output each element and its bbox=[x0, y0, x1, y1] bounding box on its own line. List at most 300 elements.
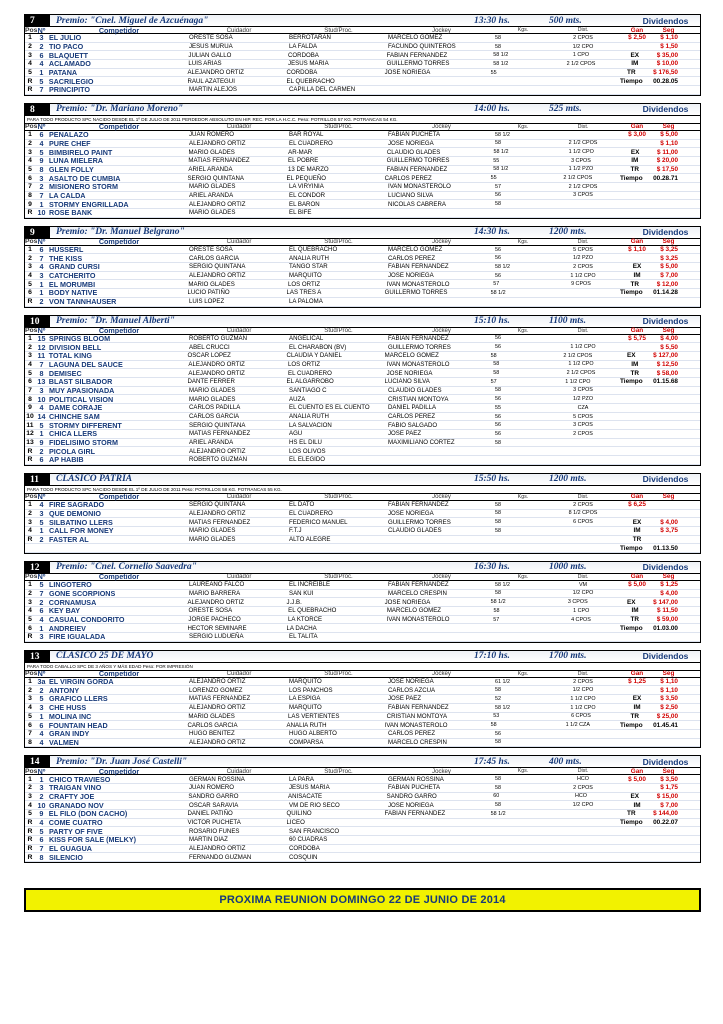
cell-gan: TR bbox=[630, 616, 640, 624]
cell-joc: LUCIANO SILVA bbox=[384, 378, 430, 386]
race-number: 11 bbox=[25, 474, 50, 485]
cell-stud: EL CUADRERO bbox=[289, 139, 333, 147]
cell-gan: $ 6,25 bbox=[628, 501, 646, 509]
cell-no: 1 bbox=[39, 68, 44, 78]
cell-dist: 1 1/2 CPO bbox=[570, 695, 596, 702]
cell-no: 4 bbox=[39, 615, 44, 625]
cell-stud: CORDOBA bbox=[286, 69, 318, 77]
cell-gan: $ 1,25 bbox=[628, 678, 646, 686]
cell-stud: MARQUITO bbox=[289, 704, 322, 712]
cell-no: 5 bbox=[39, 517, 44, 527]
cell-kgs: 58 bbox=[495, 784, 501, 791]
cell-comp: EL FILO (DON CACHO) bbox=[48, 809, 128, 819]
cell-no: 1 bbox=[39, 774, 44, 784]
cell-dist: 2 1/2 CPOS bbox=[566, 60, 596, 67]
cell-stud: CAPILLA DEL CARMEN bbox=[289, 86, 356, 94]
col-header-cuid: Cuidador bbox=[226, 26, 252, 34]
cell-pos: 4 bbox=[28, 360, 32, 368]
cell-no: 1 bbox=[39, 429, 44, 439]
cell-stud: EL TALITA bbox=[289, 633, 318, 641]
cell-dist: 2 CPOS bbox=[573, 501, 593, 508]
cell-comp: ASALTO DE CUMBIA bbox=[48, 173, 121, 183]
cell-cuid: ABEL CRUCCI bbox=[189, 343, 230, 351]
cell-kgs: 58 bbox=[495, 590, 501, 597]
cell-gan: Tiempo bbox=[620, 174, 643, 182]
cell-seg: $ 58,00 bbox=[656, 369, 679, 377]
col-header-no: Nº bbox=[37, 25, 46, 35]
cell-no: 6 bbox=[39, 245, 44, 255]
cell-joc: JOSE NORIEGA bbox=[388, 801, 434, 809]
cell-stud: EL ELEGIDO bbox=[289, 456, 326, 464]
cell-pos: R bbox=[27, 298, 33, 306]
cell-kgs: 58 bbox=[495, 802, 501, 809]
cell-comp: PURE CHEF bbox=[49, 138, 91, 148]
result-row bbox=[25, 739, 700, 748]
cell-seg: $ 1,10 bbox=[660, 139, 678, 147]
cell-kgs: 58 1/2 bbox=[490, 810, 506, 817]
cell-seg: $ 10,00 bbox=[656, 60, 679, 68]
cell-pos: 5 bbox=[28, 369, 32, 377]
cell-stud: CORDOBA bbox=[288, 51, 319, 59]
cell-gan: IM bbox=[633, 801, 641, 809]
cell-joc: JOSE NORIEGA bbox=[386, 369, 433, 377]
cell-comp: PARTY OF FIVE bbox=[49, 826, 103, 836]
cell-stud: CLAUDIA Y DANIEL bbox=[286, 352, 342, 360]
cell-comp: FOUNTAIN HEAD bbox=[48, 720, 108, 730]
cell-dist: 1 1/2 CPO bbox=[570, 344, 596, 351]
cell-comp: CATCHERITO bbox=[49, 271, 96, 281]
cell-no: 3 bbox=[39, 33, 44, 43]
cell-kgs: 56 bbox=[495, 730, 501, 737]
cell-joc: CARLOS PEREZ bbox=[388, 413, 436, 421]
cell-gan: $ 5,00 bbox=[628, 775, 646, 783]
cell-no: 9 bbox=[39, 438, 44, 448]
cell-comp: SILENCIO bbox=[49, 852, 83, 862]
cell-joc: CRISTIAN MONTOYA bbox=[388, 395, 449, 403]
cell-joc: CARLOS PEREZ bbox=[388, 254, 436, 262]
cell-stud: LA FALDA bbox=[289, 43, 318, 51]
cell-pos: R bbox=[27, 827, 33, 835]
cell-comp: KISS FOR SALE (MELKY) bbox=[49, 835, 137, 845]
col-header-dist: Dist. bbox=[577, 238, 589, 245]
cell-gan: Tiempo bbox=[620, 77, 643, 85]
cell-pos: 3 bbox=[28, 518, 32, 526]
race-distance: 1000 mts. bbox=[549, 562, 587, 573]
cell-gan: $ 3,00 bbox=[628, 131, 646, 139]
cell-comp: CRAFTY JOE bbox=[48, 791, 95, 801]
col-header-gan: Gan bbox=[630, 573, 644, 581]
race-time: 17:10 hs. bbox=[474, 651, 510, 662]
cell-seg: $ 5,00 bbox=[660, 131, 678, 139]
race-number: 8 bbox=[25, 104, 50, 115]
race-conditions: PARA TODO CABALLO SPC DE 3 AÑOS Y MÁS EDAD Peso: POR IMPRESIÓN bbox=[25, 663, 700, 671]
cell-joc: CARLOS PEREZ bbox=[384, 174, 432, 182]
cell-pos: R bbox=[27, 77, 33, 85]
cell-comp: PRINCIPITO bbox=[49, 85, 91, 95]
cell-cuid: MARIO GLADES bbox=[189, 527, 236, 535]
cell-stud: LOS ORTIZ bbox=[288, 280, 321, 288]
cell-pos: 4 bbox=[28, 607, 32, 615]
cell-stud: TANGO STAR bbox=[289, 263, 328, 271]
cell-cuid: SERGIO QUINTANA bbox=[189, 263, 246, 271]
cell-dist: 2 CPOS bbox=[573, 263, 593, 270]
cell-dist: 6 CPOS bbox=[573, 519, 593, 526]
cell-stud: EL CUENTO ES EL CUENTO bbox=[289, 404, 370, 412]
cell-cuid: DANTE FERRER bbox=[187, 378, 235, 386]
result-row bbox=[25, 544, 700, 553]
cell-joc: CRISTIAN MONTOYA bbox=[386, 712, 448, 720]
cell-stud: BERROTARAN bbox=[289, 34, 331, 42]
cell-cuid: ALEJANDRO ORTIZ bbox=[189, 447, 246, 455]
cell-comp: LUNA MIELERA bbox=[48, 156, 103, 166]
cell-dist: VM bbox=[578, 581, 588, 588]
cell-pos: 3 bbox=[28, 792, 32, 800]
cell-kgs: 57 bbox=[490, 378, 497, 385]
cell-cuid: ALEJANDRO ORTIZ bbox=[189, 678, 246, 686]
cell-stud: SAN FRANCISCO bbox=[289, 827, 340, 835]
cell-kgs: 56 bbox=[495, 422, 501, 429]
cell-no: 7 bbox=[39, 588, 44, 598]
col-header-cuid: Cuidador bbox=[226, 493, 252, 501]
cell-kgs: 58 bbox=[495, 387, 501, 394]
col-header-gan: Gan bbox=[630, 26, 644, 34]
cell-dist: HCO bbox=[574, 793, 587, 800]
cell-stud: EL PEQUEÑO bbox=[286, 174, 326, 182]
col-header-dist: Dist. bbox=[577, 123, 589, 130]
cell-dist: 2 CPOS bbox=[573, 678, 593, 685]
cell-seg: $ 12,00 bbox=[656, 280, 679, 288]
cell-comp: EL VIRGIN GORDA bbox=[49, 677, 114, 687]
cell-no: 5 bbox=[39, 147, 44, 157]
cell-kgs: 58 bbox=[495, 501, 501, 508]
cell-pos: R bbox=[27, 447, 33, 455]
col-header-comp: Competidor bbox=[98, 572, 140, 582]
cell-joc: FABIAN PUCHETA bbox=[388, 131, 441, 139]
cell-no: 4 bbox=[39, 500, 44, 510]
cell-joc: CLAUDIO GLADES bbox=[388, 386, 442, 394]
cell-comp: COME CUATRO bbox=[48, 818, 103, 828]
col-header-kgs: Kgs. bbox=[517, 493, 529, 500]
cell-seg: $ 3,25 bbox=[660, 254, 678, 262]
col-header-seg: Seg bbox=[662, 26, 675, 34]
col-header-gan: Gan bbox=[630, 493, 644, 501]
col-header-seg: Seg bbox=[662, 238, 675, 246]
cell-stud: 60 CUADRAS bbox=[289, 836, 328, 844]
cell-comp: BIMBIRELO PAINT bbox=[48, 147, 113, 157]
cell-stud: EL QUEBRACHO bbox=[289, 246, 338, 254]
cell-comp: DIVISION BELL bbox=[49, 342, 102, 352]
cell-stud: EL QUEBRACHO bbox=[286, 77, 335, 85]
cell-cuid: DANIEL PATIÑO bbox=[187, 810, 233, 818]
cell-joc: FABIAN PUCHETA bbox=[388, 784, 441, 792]
cell-kgs: 57 bbox=[495, 183, 501, 190]
cell-no: 4 bbox=[39, 818, 44, 828]
col-header-seg: Seg bbox=[662, 573, 675, 581]
race-name: Premio: "Dr. Manuel Alberti" bbox=[56, 316, 175, 326]
cell-pos: 2 bbox=[28, 43, 32, 51]
cell-comp: ACLAMADO bbox=[48, 59, 91, 69]
cell-pos: 1 bbox=[28, 246, 32, 254]
cell-joc: FABIAN FERNANDEZ bbox=[388, 581, 449, 589]
cell-stud: AGU bbox=[289, 430, 303, 438]
cell-no: 6 bbox=[39, 606, 44, 616]
race-distance: 1100 mts. bbox=[549, 316, 586, 326]
col-header-no: Nº bbox=[37, 237, 46, 247]
col-header-kgs: Kgs. bbox=[517, 573, 529, 580]
cell-pos: R bbox=[27, 836, 33, 844]
cell-gan: $ 5,75 bbox=[628, 334, 646, 342]
cell-comp: GRAFICO LLERS bbox=[49, 694, 108, 704]
result-row bbox=[25, 298, 700, 307]
cell-stud: LA KTORCE bbox=[288, 616, 323, 624]
cell-comp: SPRINGS BLOOM bbox=[49, 333, 111, 343]
col-header-pos: Pos bbox=[25, 238, 38, 246]
cell-stud: SANTIAGO C bbox=[289, 386, 327, 394]
col-header-comp: Competidor bbox=[98, 326, 140, 335]
cell-kgs: 57 bbox=[493, 281, 500, 288]
cell-dist: 1 1/2 CZA bbox=[565, 722, 590, 729]
cell-no: 3 bbox=[39, 385, 44, 395]
cell-no: 12 bbox=[37, 342, 46, 352]
cell-cuid: ALEJANDRO ORTIZ bbox=[189, 272, 246, 280]
col-header-dist: Dist. bbox=[577, 573, 589, 580]
cell-joc: GUILLERMO TORRES bbox=[384, 289, 448, 297]
cell-kgs: 58 bbox=[490, 722, 497, 729]
col-header-comp: Competidor bbox=[98, 669, 140, 679]
cell-pos: 4 bbox=[28, 801, 32, 809]
cell-pos: R bbox=[27, 633, 33, 641]
race-conditions: PARA TODO PRODUCTO SPC NACIDO DESDE EL 1º DE JULIO DE 2011 Peso: POTRILLOS 58 KG. POTRANCAS 55 KG. bbox=[25, 486, 700, 494]
col-header-pos: Pos bbox=[25, 123, 38, 131]
cell-seg: $ 2,50 bbox=[660, 704, 678, 712]
cell-comp: SILBATINO LLERS bbox=[49, 517, 113, 527]
race-number: 14 bbox=[25, 756, 50, 767]
cell-pos: 2 bbox=[28, 589, 32, 597]
cell-kgs: 58 bbox=[495, 519, 501, 526]
cell-no: 5 bbox=[39, 580, 44, 590]
cell-comp: DAME CORAJE bbox=[49, 403, 103, 413]
cell-pos: 6 bbox=[28, 624, 32, 632]
cell-gan: IM bbox=[631, 607, 639, 615]
col-header-comp: Competidor bbox=[98, 237, 140, 247]
dividends-heading: Dividendos bbox=[642, 15, 689, 26]
cell-dist: 4 CPOS bbox=[571, 616, 591, 623]
cell-seg: $ 127,00 bbox=[653, 352, 678, 360]
col-header-joc: Jockey bbox=[432, 573, 451, 581]
cell-cuid: CARLOS GARCIA bbox=[189, 254, 240, 262]
race-number: 13 bbox=[25, 651, 50, 662]
col-header-cuid: Cuidador bbox=[226, 238, 252, 246]
cell-comp: VON TANNHAUSER bbox=[49, 297, 117, 307]
cell-gan: IM bbox=[633, 704, 641, 712]
cell-gan: TR bbox=[627, 69, 636, 77]
cell-cuid: LORENZO GOMEZ bbox=[189, 686, 243, 694]
cell-joc: CARLOS AZCUA bbox=[388, 686, 436, 694]
cell-cuid: ARIEL ARANDA bbox=[189, 191, 234, 199]
cell-pos: 5 bbox=[28, 616, 32, 624]
cell-joc: JOSE NORIEGA bbox=[388, 509, 434, 517]
cell-pos: 3 bbox=[28, 263, 32, 271]
cell-dist: 1 1/2 CPO bbox=[570, 704, 596, 711]
cell-no: 5 bbox=[39, 76, 44, 86]
cell-joc: JOSE NORIEGA bbox=[388, 678, 434, 686]
cell-kgs: 55 bbox=[493, 157, 500, 164]
cell-dist: 3 CPOS bbox=[573, 387, 593, 394]
cell-pos: 3 bbox=[28, 695, 32, 703]
dividends-heading: Dividendos bbox=[642, 316, 689, 326]
cell-dist: 1/2 PZO bbox=[572, 396, 594, 403]
cell-comp: CHE HUSS bbox=[49, 703, 87, 713]
col-header-gan: Gan bbox=[630, 767, 644, 775]
cell-kgs: 55 bbox=[490, 175, 497, 182]
col-header-gan: Gan bbox=[630, 327, 644, 334]
cell-kgs: 53 bbox=[493, 713, 500, 720]
race-name: Premio: "Dr. Juan José Castelli" bbox=[56, 756, 188, 767]
cell-joc: CLAUDIO GLADES bbox=[386, 148, 441, 156]
col-header-no: Nº bbox=[37, 492, 46, 502]
result-row bbox=[25, 86, 700, 95]
col-header-cuid: Cuidador bbox=[226, 767, 252, 775]
cell-stud: F.T.J bbox=[289, 527, 302, 535]
col-header-gan: Gan bbox=[630, 123, 644, 131]
cell-seg: $ 15,00 bbox=[656, 792, 679, 800]
cell-no: 9 bbox=[39, 156, 44, 166]
cell-stud: JESUS MARIA bbox=[288, 60, 329, 68]
cell-no: 3 bbox=[39, 783, 44, 793]
cell-stud: EL CHARABON (BV) bbox=[289, 343, 347, 351]
cell-joc: GUILLERMO TORRES bbox=[386, 157, 450, 165]
cell-stud: LA PALOMA bbox=[289, 298, 323, 306]
cell-kgs: 58 bbox=[493, 370, 500, 377]
cell-cuid: SERGIO QUINTANA bbox=[189, 501, 246, 509]
cell-kgs: 60 bbox=[493, 793, 500, 800]
cell-seg: $ 3,50 bbox=[660, 775, 678, 783]
cell-cuid: MARIO BARRERA bbox=[189, 589, 241, 597]
cell-kgs: 58 bbox=[495, 140, 501, 147]
cell-seg: $ 17,50 bbox=[656, 165, 679, 173]
cell-gan: TR bbox=[630, 712, 640, 720]
cell-kgs: 56 bbox=[495, 335, 501, 342]
col-header-dist: Dist. bbox=[577, 670, 589, 677]
cell-dist: 1 1/2 CPO bbox=[568, 149, 594, 156]
cell-pos: 1 bbox=[28, 34, 32, 42]
cell-stud: LICEO bbox=[286, 819, 305, 827]
cell-pos: R bbox=[27, 86, 33, 94]
cell-joc: SANDRO GARRO bbox=[386, 792, 437, 800]
cell-cuid: LUIS LOPEZ bbox=[189, 298, 225, 306]
cell-no: 2 bbox=[39, 42, 44, 52]
col-header-joc: Jockey bbox=[432, 26, 451, 34]
cell-kgs: 58 bbox=[493, 361, 500, 368]
race-number: 9 bbox=[25, 227, 50, 238]
cell-cuid: JULIAN GALLO bbox=[188, 51, 232, 59]
cell-joc: JOSE NORIEGA bbox=[384, 69, 431, 77]
cell-dist: 5 CPOS bbox=[573, 246, 593, 253]
cell-seg: $ 5,00 bbox=[660, 263, 678, 271]
cell-pos: 4 bbox=[28, 60, 32, 68]
cell-pos: 1 bbox=[28, 131, 32, 139]
col-header-no: Nº bbox=[37, 669, 46, 679]
cell-no: 4 bbox=[39, 729, 44, 739]
col-header-dist: Dist. bbox=[577, 768, 589, 775]
cell-dist: 1 1/2 CPO bbox=[565, 378, 591, 385]
cell-pos: 11 bbox=[26, 421, 34, 429]
cell-cuid: MATIAS FERNANDEZ bbox=[188, 157, 250, 165]
cell-cuid: LAUREANO FALCO bbox=[189, 581, 245, 589]
cell-seg: $ 11,00 bbox=[657, 148, 678, 156]
cell-kgs: 56 bbox=[495, 413, 501, 420]
cell-dist: 2 1/2 CPOS bbox=[566, 370, 596, 377]
cell-cuid: ALEJANDRO ORTIZ bbox=[189, 704, 246, 712]
result-row bbox=[25, 536, 700, 545]
cell-no: 1 bbox=[39, 279, 44, 289]
race-distance: 1200 mts. bbox=[549, 474, 587, 485]
race-distance: 525 mts. bbox=[549, 104, 582, 115]
cell-no: 8 bbox=[39, 852, 44, 862]
cell-cuid: SERGIO QUINTANA bbox=[189, 421, 246, 429]
cell-stud: EL BARON bbox=[289, 200, 320, 208]
dividends-heading: Dividendos bbox=[642, 651, 689, 662]
cell-cuid: ORESTE SOSA bbox=[189, 246, 233, 254]
cell-comp: CASUAL CONDORITO bbox=[48, 615, 125, 625]
cell-stud: ANGELICAL bbox=[289, 334, 324, 342]
race-name: CLASICO 25 DE MAYO bbox=[56, 651, 154, 662]
cell-no: 3 bbox=[39, 632, 44, 642]
cell-stud: LA VIRYINIA bbox=[289, 183, 324, 191]
cell-kgs: 58 bbox=[495, 687, 501, 694]
cell-comp: MISIONERO STORM bbox=[49, 182, 118, 192]
col-header-no: Nº bbox=[37, 122, 46, 132]
cell-seg: 01.13.50 bbox=[653, 544, 678, 552]
cell-gan: $ 5,00 bbox=[628, 581, 646, 589]
col-header-dist: Dist. bbox=[577, 493, 589, 500]
cell-no: 3 bbox=[39, 703, 44, 713]
race-number: 10 bbox=[25, 316, 50, 327]
col-header-comp: Competidor bbox=[98, 766, 140, 776]
cell-seg: $ 35,00 bbox=[656, 51, 679, 59]
cell-joc: MAXIMILIANO CORTEZ bbox=[388, 439, 455, 447]
cell-kgs: 58 bbox=[495, 43, 501, 50]
cell-gan: EX bbox=[627, 598, 636, 606]
cell-kgs: 58 1/2 bbox=[495, 581, 510, 588]
cell-seg: $ 1,75 bbox=[660, 784, 678, 792]
cell-no: 7 bbox=[39, 253, 44, 263]
cell-cuid: MARIO GLADES bbox=[188, 712, 235, 720]
cell-stud: LA DACHA bbox=[286, 624, 317, 632]
cell-pos: 2 bbox=[28, 509, 32, 517]
cell-no: 2 bbox=[39, 297, 44, 307]
cell-joc: FABIO SALGADO bbox=[388, 421, 438, 429]
col-header-joc: Jockey bbox=[432, 493, 451, 501]
race-block bbox=[24, 755, 701, 863]
cell-pos: 1 bbox=[28, 501, 32, 509]
cell-cuid: MARTIN ALEJOS bbox=[189, 86, 237, 94]
cell-cuid: ORESTE SOSA bbox=[188, 607, 233, 615]
cell-pos: 7 bbox=[28, 183, 32, 191]
col-header-joc: Jockey bbox=[432, 123, 451, 131]
cell-comp: CORNAMUSA bbox=[48, 597, 97, 607]
cell-pos: 5 bbox=[28, 712, 32, 720]
cell-pos: 9 bbox=[28, 200, 32, 208]
cell-pos: 13 bbox=[26, 439, 34, 447]
cell-no: 7 bbox=[39, 190, 44, 200]
col-header-gan: Gan bbox=[630, 670, 644, 678]
cell-cuid: MARIO GLADES bbox=[188, 148, 235, 156]
cell-dist: HCO bbox=[577, 776, 589, 783]
dividends-heading: Dividendos bbox=[642, 474, 689, 485]
cell-dist: 9 CPOS bbox=[571, 281, 591, 288]
cell-comp: TRAIGAN VINO bbox=[49, 783, 102, 793]
